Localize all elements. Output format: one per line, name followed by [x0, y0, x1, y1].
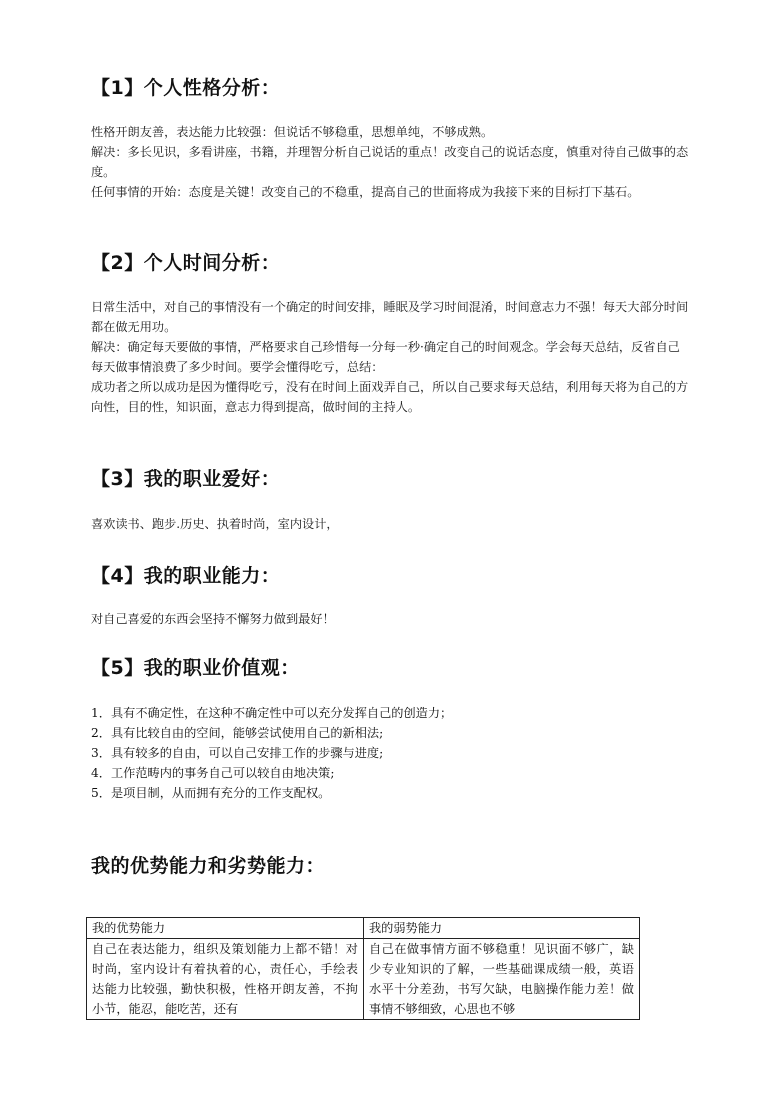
paragraph: 任何事情的开始：态度是关键！改变自己的不稳重，提高自己的世面将成为我接下来的目标打下基石。 — [91, 185, 640, 199]
section-heading: 【5】我的职业价值观： — [91, 657, 300, 679]
list-item: 3．具有较多的自由，可以自己安排工作的步骤与进度; — [91, 746, 384, 760]
list-item: 2．具有比较自由的空间，能够尝试使用自己的新相法; — [91, 726, 384, 740]
paragraph: 成功者之所以成功是因为懂得吃亏，没有在时间上面戏弄自己，所以自己要求每天总结，利用每天将为自己的方向性，目的性，知识面，意志力得到提高，做时间的主持人。 — [91, 380, 689, 414]
paragraph: 解决：确定每天要做的事情，严格要求自己珍惜每一分每一秒·确定自己的时间观念。学会每天总结，反省自己每天做事情浪费了多少时间。要学会懂得吃亏，总结： — [91, 340, 680, 374]
section-heading: 【1】个人性格分析： — [91, 77, 281, 99]
section-ability-body — [91, 609, 691, 629]
strengths-text: 自己在表达能力，组织及策划能力上都不错！对时尚，室内设计有着执着的心，责任心，手绘表达能力比较强，勤快积极，性格开朗友善，不拘小节，能忍，能吃苦，还有 — [92, 942, 358, 1016]
section-time — [91, 251, 691, 275]
paragraph: 喜欢读书、跑步.历史、执着时尚，室内设计， — [91, 517, 339, 531]
table-cell — [364, 939, 640, 1020]
section-values — [91, 656, 691, 680]
paragraph: 性格开朗友善，表达能力比较强：但说话不够稳重，思想单纯，不够成熟。 — [91, 125, 494, 139]
table-header-cell: 我的弱势能力 — [364, 918, 640, 939]
section-personality — [91, 76, 691, 100]
table-header-cell: 我的优势能力 — [87, 918, 364, 939]
strengths-weaknesses-table — [86, 917, 640, 1020]
section-time-body — [91, 297, 691, 417]
paragraph: 对自己喜爱的东西会坚持不懈努力做到最好！ — [91, 612, 335, 626]
section-heading: 【3】我的职业爱好： — [91, 468, 281, 490]
section-ability — [91, 564, 691, 588]
weaknesses-text: 自己在做事情方面不够稳重！见识面不够广，缺少专业知识的了解，一些基础课成绩一般，英语水平十分差劲，书写欠缺，电脑操作能力差！做事情不够细致，心思也不够 — [369, 942, 634, 1016]
section-heading: 【4】我的职业能力： — [91, 565, 281, 587]
section-hobbies-body — [91, 514, 691, 534]
section-heading: 我的优势能力和劣势能力： — [91, 855, 326, 877]
table-row — [87, 939, 640, 1020]
paragraph: 日常生活中，对自己的事情没有一个确定的时间安排，睡眠及学习时间混淆，时间意志力不强！每天大部分时间都在做无用功。 — [91, 300, 689, 334]
table-cell — [87, 939, 364, 1020]
section-personality-body — [91, 122, 691, 202]
list-item: 4．工作范畴内的事务自己可以较自由地决策; — [91, 766, 335, 780]
section-heading: 【2】个人时间分析： — [91, 252, 281, 274]
list-item: 1．具有不确定性，在这种不确定性中可以充分发挥自己的创造力； — [91, 706, 453, 720]
paragraph: 解决：多长见识，多看讲座，书籍，并理智分析自己说话的重点！改变自己的说话态度，慎重对待自己做事的态度。 — [91, 145, 689, 179]
list-item: 5．是项目制，从而拥有充分的工作支配权。 — [91, 786, 331, 800]
section-hobbies — [91, 467, 691, 491]
section-strengths-weaknesses — [91, 854, 691, 878]
values-list — [91, 703, 691, 803]
table-header-row — [87, 918, 640, 939]
